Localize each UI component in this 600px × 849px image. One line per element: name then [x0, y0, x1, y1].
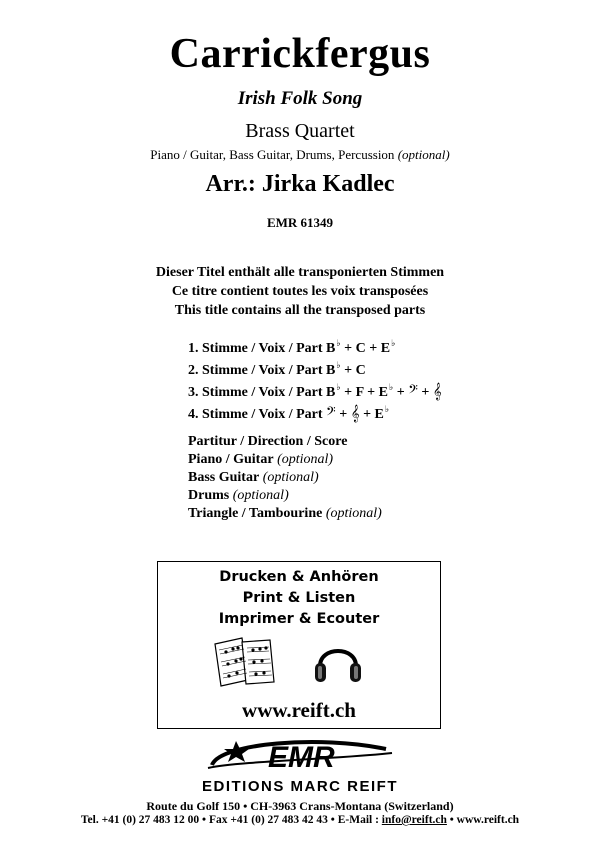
part-row-2: 2. Stimme / Voix / Part B♭ + C: [188, 360, 366, 378]
additional-parts: [188, 433, 382, 523]
email-link[interactable]: info@reift.ch: [381, 814, 447, 826]
subtitle: Irish Folk Song: [237, 88, 363, 109]
part-row-4: 4. Stimme / Voix / Part 𝄢 + 𝄞 + E♭: [188, 404, 390, 422]
transposition-notice: [0, 263, 600, 320]
bass-clef-icon: 𝄢: [326, 404, 336, 422]
promo-line-german: Drucken & Anhören: [219, 569, 379, 585]
instrumentation-list: Piano / Guitar, Bass Guitar, Drums, Percussion: [150, 147, 395, 162]
promo-line-french: Imprimer & Ecouter: [218, 611, 380, 627]
arranger: Arr.: Jirka Kadlec: [205, 171, 395, 197]
website-link[interactable]: www.reift.ch: [242, 698, 356, 722]
extra-part: Drums (optional): [188, 488, 289, 503]
part-label: 4. Stimme / Voix / Part: [188, 407, 323, 422]
sheet-music-icon: [212, 636, 280, 690]
part-label: 3. Stimme / Voix / Part: [188, 385, 323, 400]
svg-text:EMR: EMR: [268, 741, 335, 774]
print-listen-box: [157, 561, 441, 729]
publisher-address: Route du Golf 150 • CH-3963 Crans-Montana (Switzerland): [146, 799, 454, 813]
publisher-name: EDITIONS MARC REIFT: [202, 778, 398, 795]
emr-logo: [150, 735, 450, 797]
headphones-icon: [312, 636, 364, 688]
instrumentation-optional: (optional): [397, 147, 450, 162]
extra-part: Triangle / Tambourine (optional): [188, 506, 382, 521]
extra-part: Partitur / Direction / Score: [188, 434, 348, 449]
extra-part: Piano / Guitar (optional): [188, 452, 334, 467]
extra-part: Bass Guitar (optional): [188, 470, 319, 485]
part-label: 1. Stimme / Voix / Part: [188, 341, 323, 356]
bass-clef-icon: 𝄢: [408, 382, 418, 400]
part-row-3: 3. Stimme / Voix / Part B♭ + F + E♭ + 𝄢 + 𝄞: [188, 382, 442, 400]
promo-line-english: Print & Listen: [242, 590, 356, 606]
treble-clef-icon: 𝄞: [432, 382, 442, 400]
part-label: 2. Stimme / Voix / Part: [188, 363, 323, 378]
notice-french: Ce titre contient toutes les voix transposées: [171, 284, 429, 299]
notice-english: This title contains all the transposed parts: [174, 303, 426, 318]
catalog-number: EMR 61349: [266, 215, 334, 230]
page-title: Carrickfergus: [169, 31, 431, 77]
parts-list: [188, 332, 442, 420]
publisher-contact: Tel. +41 (0) 27 483 12 00 • Fax +41 (0) 27 483 42 43 • E-Mail : info@reift.ch • www.reift.ch: [80, 814, 520, 826]
ensemble: Brass Quartet: [245, 120, 355, 142]
instrumentation: [0, 147, 600, 163]
part-row-1: 1. Stimme / Voix / Part B♭ + C + E♭: [188, 338, 396, 356]
treble-clef-icon: 𝄞: [350, 404, 360, 422]
notice-german: Dieser Titel enthält alle transponierten Stimmen: [155, 265, 445, 280]
